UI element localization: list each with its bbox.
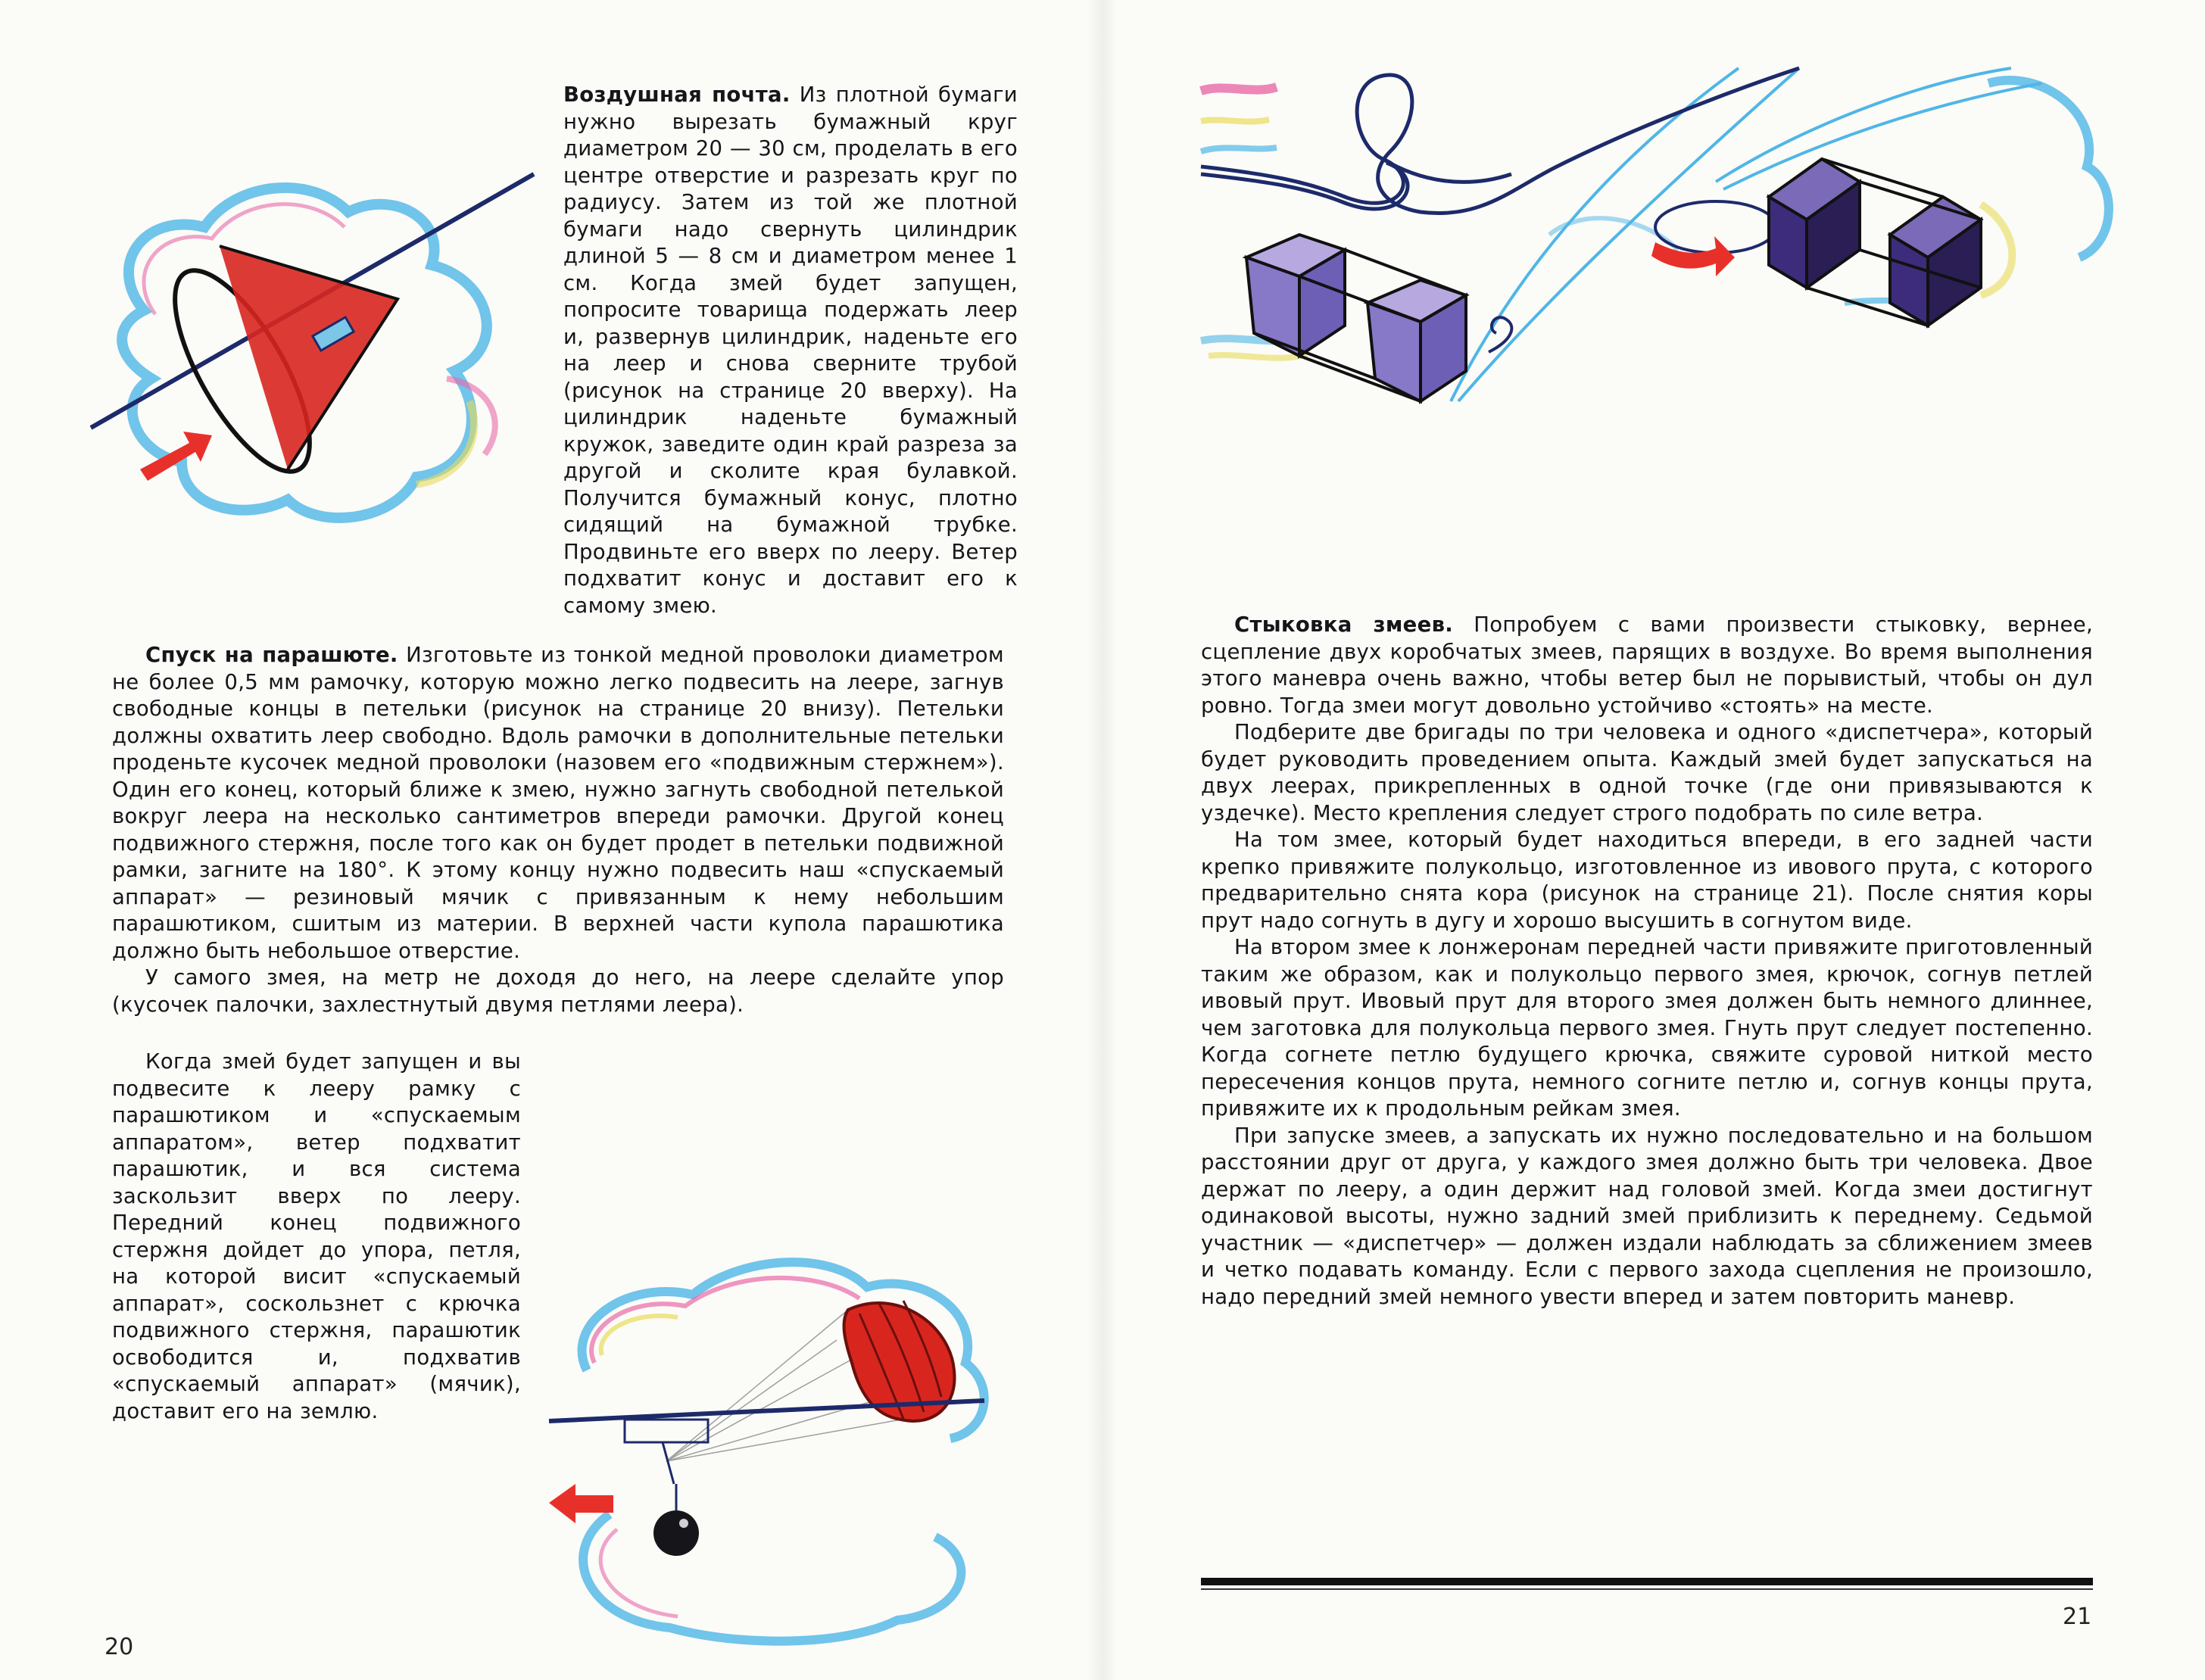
parachute-section xyxy=(112,642,1004,1018)
page-number-left: 20 xyxy=(104,1634,134,1660)
parachute-title: Спуск на парашюте. xyxy=(145,643,398,667)
docking-p5: При запуске змеев, а запускать их нужно последовательно и на большом расстоянии друг от друга, у каждого змея должно быть три человека. Двое держат по лееру, а один держит над головой змей. Когда змеи достигнут одинаковой высоты, нужно задний змей приблизить к переднему. Седьмой участник — «диспетчер» — должен издали наблюдать за сближением змеев и четко подавать команду. Если с первого захода сцепления не произошло, надо передний змей немного увести вперед и затем повторить маневр. xyxy=(1201,1123,2093,1309)
box-kite-rear xyxy=(1246,235,1466,401)
kite-docking-illustration xyxy=(1193,53,2132,477)
kite-line xyxy=(1451,68,1739,401)
air-mail-illustration xyxy=(98,151,553,545)
bottom-rule-thin xyxy=(1201,1588,2093,1590)
kite-line xyxy=(1716,68,2011,182)
parachute-para3: Когда змей будет запущен и вы подвесите к лееру рамку с парашютиком и «спускаемым аппаратом», ветер подхватит парашютик, и вся система заскользит вверх по лееру. Передний конец подвижного стержня дойдет до упора, петля, на которой висит «спускаемый аппарат», соскользнет с крючка подвижного стержня, парашютик освободится и, подхватив «спускаемый аппарат» (мячик), доставит его на землю. xyxy=(112,1049,521,1423)
docking-title: Стыковка змеев. xyxy=(1234,612,1454,637)
kite-line xyxy=(1723,83,2041,189)
docking-p4: На втором змее к лонжеронам передней части привяжите приготовленный таким же образом, как и полукольцо первого змея, крючок, согнув петлей ивовый прут. Ивовый прут для второго змея должен быть немного длиннее, чем заготовка для полукольца первого змея. Гнуть прут следует постепенно. Когда согнете петлю будущего крючка, свяжите суровой ниткой место пересечения концов прута, немного согните петлю и, согнув концы прута, привяжите их к продольным рейкам змея. xyxy=(1201,935,2093,1121)
parachute-illustration xyxy=(541,1242,1011,1650)
docking-p3: На том змее, который будет находиться впереди, в его задней части крепко привяжите полукольцо, изготовленное из ивового прута, с которого предварительно снята кора (рисунок на странице 21). После снятия коры прут надо согнуть в дугу и хорошо высушить в согнутом виде. xyxy=(1201,828,2093,933)
parachute-body: Изготовьте из тонкой медной проволоки диаметром не более 0,5 мм рамочку, которую можно легко подвесить на леере, загнув свободные концы в петельки (рисунок на странице 20 внизу). Петельки должны охватить леер свободно. Вдоль рамочки в дополнительные петельки проденьте кусочек медной проволоки (назовем его «подвижным стержнем»). Один его конец, который ближе к змею, нужно загнуть свободной петелькой вокруг леера на несколько сантиметров впереди рамочки. Другой конец подвижного стержня, после того как он будет продет в петельки подвижной рамки, загните на 180°. К этому концу нужно подвесить наш «спускаемый аппарат» — резиновый мячик с привязанным к нему небольшим парашютиком, сшитым из материи. В верхней части купола парашютика должно быть небольшое отверстие. xyxy=(112,643,1004,963)
page-number-right: 21 xyxy=(2063,1604,2092,1630)
docking-p2: Подберите две бригады по три человека и одного «диспетчера», который будет руководить проведением опыта. Каждый змей будет запускаться на двух леерах, прикрепленных в одной точке (где они привязываются к уздечке). Место крепления следует строго подобрать по силе ветра. xyxy=(1201,720,2093,825)
parachute-column xyxy=(112,1049,521,1425)
air-mail-body: Из плотной бумаги нужно вырезать бумажный круг диаметром 20 — 30 см, проделать в его центре отверстие и разрезать круг по радиусу. Затем из той же плотной бумаги надо свернуть цилиндрик длиной 5 — 8 см и диаметром менее 1 см. Когда змей будет запущен, попросите товарища подержать леер и, развернув цилиндрик, наденьте его на леер и снова сверните трубой (рисунок на странице 20 вверху). На цилиндрик наденьте бумажный кружок, заведите один край разреза за другой и сколите края булавкой. Получится бумажный конус, плотно сидящий на бумажной трубке. Продвиньте его вверх по лееру. Ветер подхватит конус и доставит его к самому змею. xyxy=(563,83,1018,618)
docking-p1: Попробуем с вами произвести стыковку, вернее, сцепление двух коробчатых змеев, парящих в воздухе. Во время выполнения этого маневра очень важно, чтобы ветер был не порывистый, чтобы он дул ровно. Тогда змеи могут довольно устойчиво «стоять» на месте. xyxy=(1201,612,2094,718)
wind-arrow xyxy=(140,432,212,481)
wire-frame xyxy=(625,1420,708,1442)
left-page xyxy=(0,0,1102,1680)
bottom-rule xyxy=(1201,1578,2093,1585)
rubber-ball xyxy=(653,1510,699,1556)
air-mail-section xyxy=(563,82,1018,619)
air-mail-title: Воздушная почта. xyxy=(563,83,791,107)
parachute-para2: У самого змея, на метр не доходя до него, на леере сделайте упор (кусочек палочки, захлестнутый двумя петлями леера). xyxy=(112,965,1004,1017)
right-page xyxy=(1102,0,2205,1680)
kite-line xyxy=(1458,68,1799,401)
docking-section xyxy=(1201,612,2093,1311)
